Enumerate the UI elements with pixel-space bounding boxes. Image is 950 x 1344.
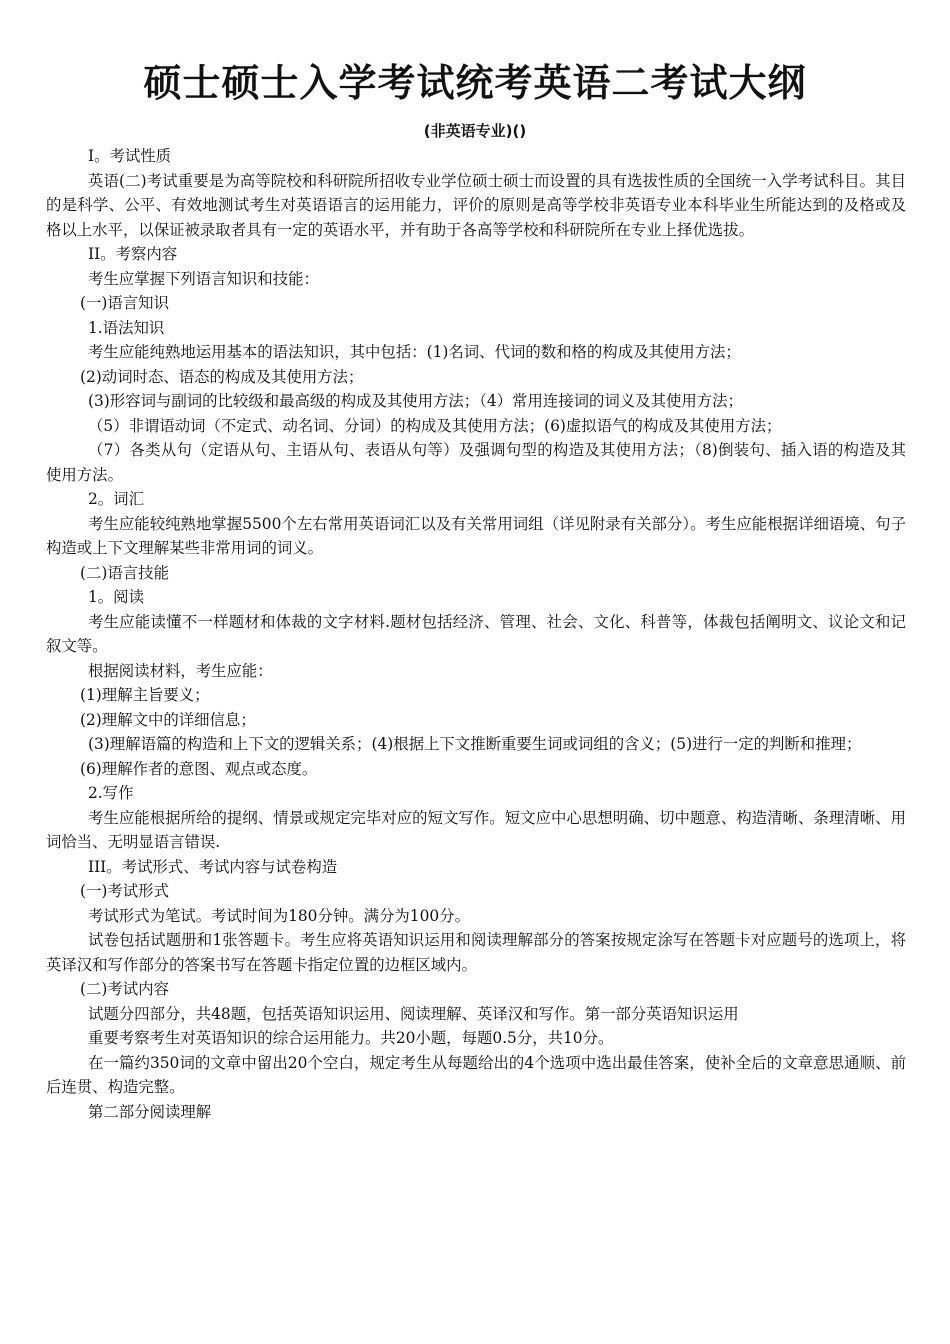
list-item: (3)形容词与副词的比较级和最高级的构成及其使用方法；（4）常用连接词的词义及其使用方法；: [88, 392, 743, 410]
list-item: (6)理解作者的意图、观点或态度。: [80, 759, 318, 778]
paragraph: 试题分四部分，共48题，包括英语知识运用、阅读理解、英译汉和写作。第一部分英语知识运用: [88, 1004, 739, 1023]
list-item: (2)动词时态、语态的构成及其使用方法；: [80, 367, 364, 386]
subsection-heading: (一)考试形式: [80, 882, 169, 900]
paragraph: 考生应能较纯熟地掌握5500个左右常用英语词汇以及有关常用词组（详见附录有关部分）。考生应能根据详细语境、句子构造或上下文理解某些非常用词的词义。: [46, 514, 906, 557]
paragraph: 在一篇约350词的文章中留出20个空白，规定考生从每题给出的4个选项中选出最佳答案，使补全后的文章意思通顺、前后连贯、构造完整。: [46, 1053, 906, 1096]
list-item: （5）非谓语动词（不定式、动名词、分词）的构成及其使用方法；(6)虚拟语气的构成及其使用方法；: [88, 416, 782, 435]
paragraph: 英语(二)考试重要是为高等院校和科研院所招收专业学位硕士硕士而设置的具有选拔性质的全国统一入学考试科目。其目的是科学、公平、有效地测试考生对英语语言的运用能力，评价的原则是高等学校非英语专业本科毕业生所能达到的及格或及格以上水平，以保证被录取者具有一定的英语水平，并有助于各高等学校和科研院所在专业上择优选拔。: [46, 171, 906, 239]
item-heading: 1。阅读: [88, 588, 144, 606]
item-heading: 1.语法知识: [88, 318, 165, 337]
list-item: (2)理解文中的详细信息；: [80, 710, 256, 729]
section-heading-1: I。考试性质: [88, 147, 172, 165]
document-title: 硕士硕士入学考试统考英语二考试大纲: [143, 61, 807, 105]
section-heading-2: II。考察内容: [88, 245, 178, 263]
subsection-heading: (一)语言知识: [80, 294, 169, 312]
list-item: （7）各类从句（定语从句、主语从句、表语从句等）及强调句型的构造及其使用方法；（8)倒装句、插入语的构造及其使用方法。: [46, 441, 906, 484]
item-heading: 2。词汇: [88, 490, 144, 508]
paragraph: 考生应掌握下列语言知识和技能：: [88, 269, 319, 288]
paragraph: 根据阅读材料，考生应能：: [88, 661, 273, 680]
list-item: (1)理解主旨要义；: [80, 686, 210, 704]
paragraph: 考试形式为笔试。考试时间为180分钟。满分为100分。: [88, 906, 470, 925]
item-heading: 2.写作: [88, 784, 134, 802]
document-body: [46, 144, 906, 1124]
paragraph: 考生应能纯熟地运用基本的语法知识，其中包括：(1)名词、代词的数和格的构成及其使用方法；: [88, 343, 741, 361]
list-item: (3)理解语篇的构造和上下文的逻辑关系；(4)根据上下文推断重要生词或词组的含义；(5)进行一定的判断和推理；: [88, 735, 862, 753]
paragraph: 重要考察考生对英语知识的综合运用能力。共20小题，每题0.5分，共10分。: [88, 1029, 614, 1047]
subsection-heading: (二)语言技能: [80, 563, 169, 582]
paragraph: 试卷包括试题册和1张答题卡。考生应将英语知识运用和阅读理解部分的答案按规定涂写在答题卡对应题号的选项上，将英译汉和写作部分的答案书写在答题卡指定位置的边框区域内。: [46, 931, 906, 974]
section-heading: 第二部分阅读理解: [88, 1102, 212, 1121]
document-subtitle: (非英语专业)(): [423, 122, 527, 140]
subsection-heading: (二)考试内容: [80, 980, 169, 998]
paragraph: 考生应能读懂不一样题材和体裁的文字材料.题材包括经济、管理、社会、文化、科普等，体裁包括阐明文、议论文和记叙文等。: [46, 612, 906, 655]
section-heading-3: III。考试形式、考试内容与试卷构造: [88, 857, 338, 876]
paragraph: 考生应能根据所给的提纲、情景或规定完毕对应的短文写作。短文应中心思想明确、切中题意、构造清晰、条理清晰、用词恰当、无明显语言错误.: [46, 808, 906, 851]
